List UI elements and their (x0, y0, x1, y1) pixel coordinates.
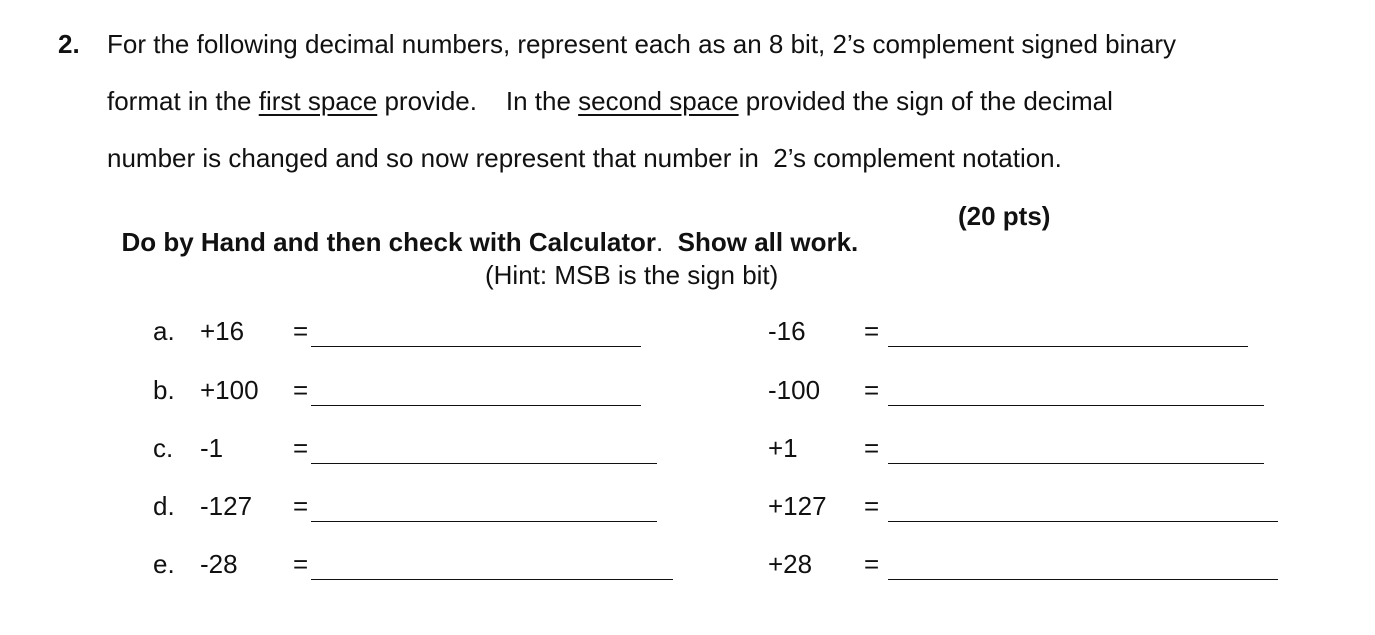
hint: (Hint: MSB is the sign bit) (485, 260, 779, 290)
item-right-value-a: -16 (768, 316, 806, 346)
item-equals-1-e: = (293, 549, 309, 579)
answer-blank-2-e[interactable] (888, 553, 1278, 580)
item-equals-1-c: = (293, 433, 309, 463)
item-right-value-b: -100 (768, 375, 821, 405)
line2-text-c: provided the sign of the decimal (738, 86, 1113, 116)
item-left-value-b: +100 (200, 375, 259, 405)
answer-blank-1-d[interactable] (311, 495, 657, 522)
item-letter-d: d. (153, 491, 175, 521)
instructions-c: Show all work. (677, 227, 859, 257)
item-left-value-c: -1 (200, 433, 224, 463)
item-equals-2-b: = (864, 375, 880, 405)
item-equals-1-d: = (293, 491, 309, 521)
item-left-value-e: -28 (200, 549, 238, 579)
answer-blank-1-b[interactable] (311, 379, 641, 406)
line2-text-b: provide. In the (377, 86, 579, 116)
question-line-2 (107, 88, 1113, 114)
item-letter-a: a. (153, 316, 175, 346)
answer-blank-2-b[interactable] (888, 379, 1264, 406)
answer-blank-2-d[interactable] (888, 495, 1278, 522)
question-line-3: number is changed and so now represent that number in 2’s complement notation. (107, 143, 1062, 173)
item-equals-2-c: = (864, 433, 880, 463)
answer-blank-2-a[interactable] (888, 320, 1248, 347)
item-right-value-c: +1 (768, 433, 798, 463)
item-letter-e: e. (153, 549, 175, 579)
points: (20 pts) (958, 201, 1051, 231)
item-equals-1-a: = (293, 316, 309, 346)
instructions-b: . (655, 227, 678, 257)
item-letter-c: c. (153, 433, 174, 463)
item-left-value-a: +16 (200, 316, 245, 346)
item-equals-2-d: = (864, 491, 880, 521)
item-right-value-d: +127 (768, 491, 827, 521)
second-space-underlined: second space (578, 86, 739, 116)
item-equals-1-b: = (293, 375, 309, 405)
item-equals-2-e: = (864, 549, 880, 579)
item-right-value-e: +28 (768, 549, 813, 579)
question-line-1: For the following decimal numbers, represent each as an 8 bit, 2’s complement signed binary (107, 29, 1176, 59)
item-equals-2-a: = (864, 316, 880, 346)
first-space-underlined: first space (258, 86, 378, 116)
question-number: 2. (58, 29, 80, 59)
instructions (107, 203, 858, 255)
instructions-a: Do by Hand and then check with Calculator (121, 227, 656, 257)
answer-blank-1-c[interactable] (311, 437, 657, 464)
answer-blank-1-e[interactable] (311, 553, 673, 580)
line2-text-a: format in the (107, 86, 259, 116)
item-left-value-d: -127 (200, 491, 253, 521)
answer-blank-2-c[interactable] (888, 437, 1264, 464)
item-letter-b: b. (153, 375, 175, 405)
answer-blank-1-a[interactable] (311, 320, 641, 347)
